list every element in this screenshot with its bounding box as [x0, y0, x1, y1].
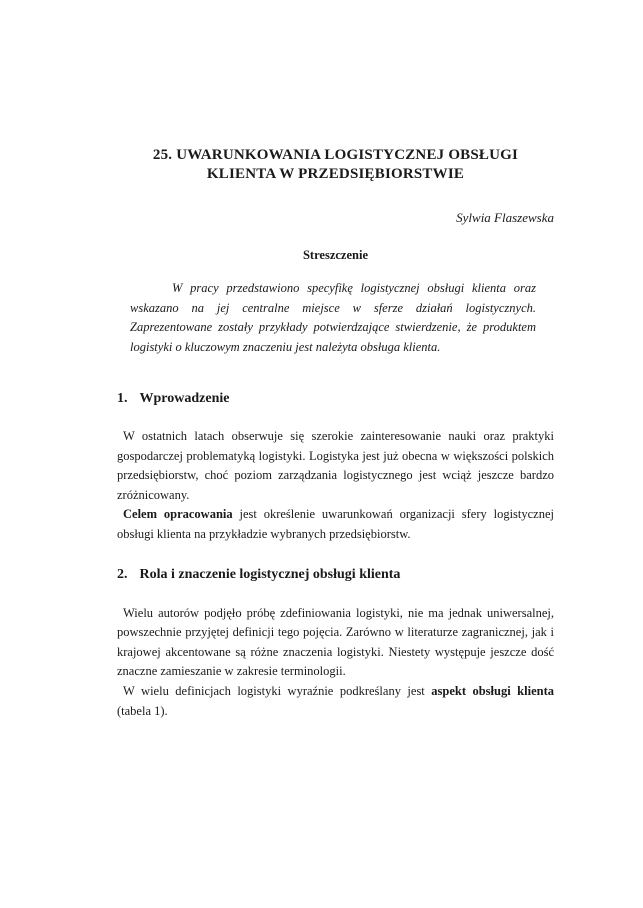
- section-number: 1.: [117, 391, 128, 406]
- chapter-title-line-2: KLIENTA W PRZEDSIĘBIORSTWIE: [206, 166, 465, 182]
- abstract-heading: Streszczenie: [302, 248, 368, 262]
- section-heading-2: [117, 566, 554, 584]
- paragraph-text: Wielu autorów podjęło próbę zdefiniowania logistyki, nie ma jednak uniwersalnej, powszechnie przyjętej definicji tego pojęcia. Zarówno w literaturze zagranicznej, jak i krajowej akcentowane są różne znaczenia logistyki. Niestety występuje jeszcze dość znaczne zamieszanie w zakresie terminologii.: [117, 605, 554, 679]
- paragraph-text: jest określenie uwarunkowań organizacji sfery logistycznej obsługi klienta na przykładzie wybranych przedsiębiorstw.: [117, 507, 554, 541]
- paragraph-lead: Celem opracowania: [123, 507, 233, 522]
- section-1-body: [117, 427, 554, 545]
- section-2-body: [117, 604, 554, 722]
- paragraph-bold-phrase: aspekt obsługi klienta: [431, 683, 554, 698]
- section-title: Wprowadzenie: [139, 391, 230, 406]
- section-number: 2.: [117, 566, 128, 582]
- chapter-title-line-1: 25. UWARUNKOWANIA LOGISTYCZNEJ OBSŁUGI: [152, 147, 519, 163]
- paragraph: [117, 427, 554, 505]
- chapter-title: [117, 146, 554, 184]
- section-title: Rola i znaczenie logistycznej obsługi klienta: [139, 566, 401, 582]
- section-heading-1: [117, 390, 554, 408]
- paragraph: [117, 505, 554, 544]
- page-content: [117, 146, 554, 721]
- author-name: Sylwia Flaszewska: [456, 210, 554, 225]
- paragraph: [117, 682, 554, 721]
- paragraph: [117, 604, 554, 682]
- paragraph-text-pre: W wielu definicjach logistyki wyraźnie podkreślany jest: [123, 683, 432, 698]
- abstract-text: W pracy przedstawiono specyfikę logistycznej obsługi klienta oraz wskazano na jej centralne miejsce w sferze działań logistycznych. Zaprezentowane zostały przykłady potwierdzające stwierdzenie, że produktem logistyki o kluczowym znaczeniu jest należyta obsługa klienta.: [130, 281, 536, 354]
- paragraph-text: W ostatnich latach obserwuje się szerokie zainteresowanie nauki oraz praktyki gospodarczej problematyką logistyki. Logistyka jest już obecna w większości polskich przedsiębiorstw, choć poziom zarządzania logistycznego jest wciąż jeszcze bardzo zróżnicowany.: [117, 429, 554, 502]
- paragraph-text-post: (tabela 1).: [117, 703, 168, 718]
